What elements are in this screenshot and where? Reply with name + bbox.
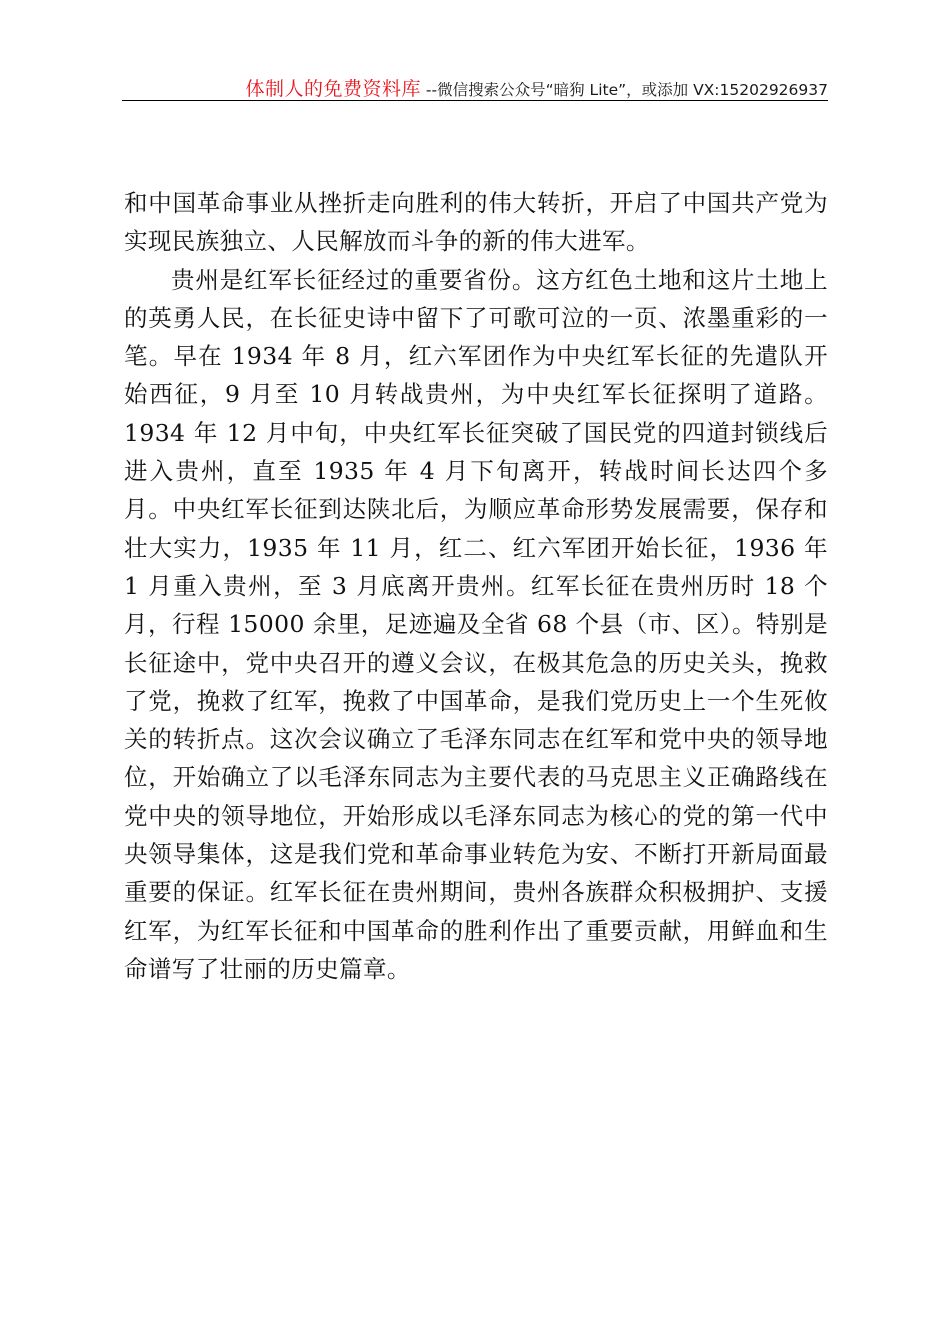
document-body <box>124 184 828 988</box>
header-contact-info: --微信搜索公众号“暗狗 Lite”，或添加 VX:15202926937 <box>420 81 828 99</box>
paragraph-2: 贵州是红军长征经过的重要省份。这方红色土地和这片土地上的英勇人民，在长征史诗中留下了可歌可泣的一页、浓墨重彩的一笔。早在 1934 年 8 月，红六军团作为中央红军长征的先遣队开始西征，9 月至 10 月转战贵州，为中央红军长征探明了道路。1934 年 12 月中旬，中央红军长征突破了国民党的四道封锁线后进入贵州，直至 1935 年 4 月下旬离开，转战时间长达四个多月。中央红军长征到达陕北后，为顺应革命形势发展需要，保存和壮大实力，1935 年 11 月，红二、红六军团开始长征，1936 年 1 月重入贵州，至 3 月底离开贵州。红军长征在贵州历时 18 个月，行程 15000 余里，足迹遍及全省 68 个县（市、区）。特别是长征途中，党中央召开的遵义会议，在极其危急的历史关头，挽救了党，挽救了红军，挽救了中国革命，是我们党历史上一个生死攸关的转折点。这次会议确立了毛泽东同志在红军和党中央的领导地位，开始确立了以毛泽东同志为主要代表的马克思主义正确路线在党中央的领导地位，开始形成以毛泽东同志为核心的党的第一代中央领导集体，这是我们党和革命事业转危为安、不断打开新局面最重要的保证。红军长征在贵州期间，贵州各族群众积极拥护、支援红军，为红军长征和中国革命的胜利作出了重要贡献，用鲜血和生命谱写了壮丽的历史篇章。 <box>124 265 828 983</box>
header-brand-title: 体制人的免费资料库 <box>245 78 421 100</box>
paragraph-1: 和中国革命事业从挫折走向胜利的伟大转折，开启了中国共产党为实现民族独立、人民解放而斗争的新的伟大进军。 <box>124 189 828 256</box>
page-header <box>122 74 828 101</box>
